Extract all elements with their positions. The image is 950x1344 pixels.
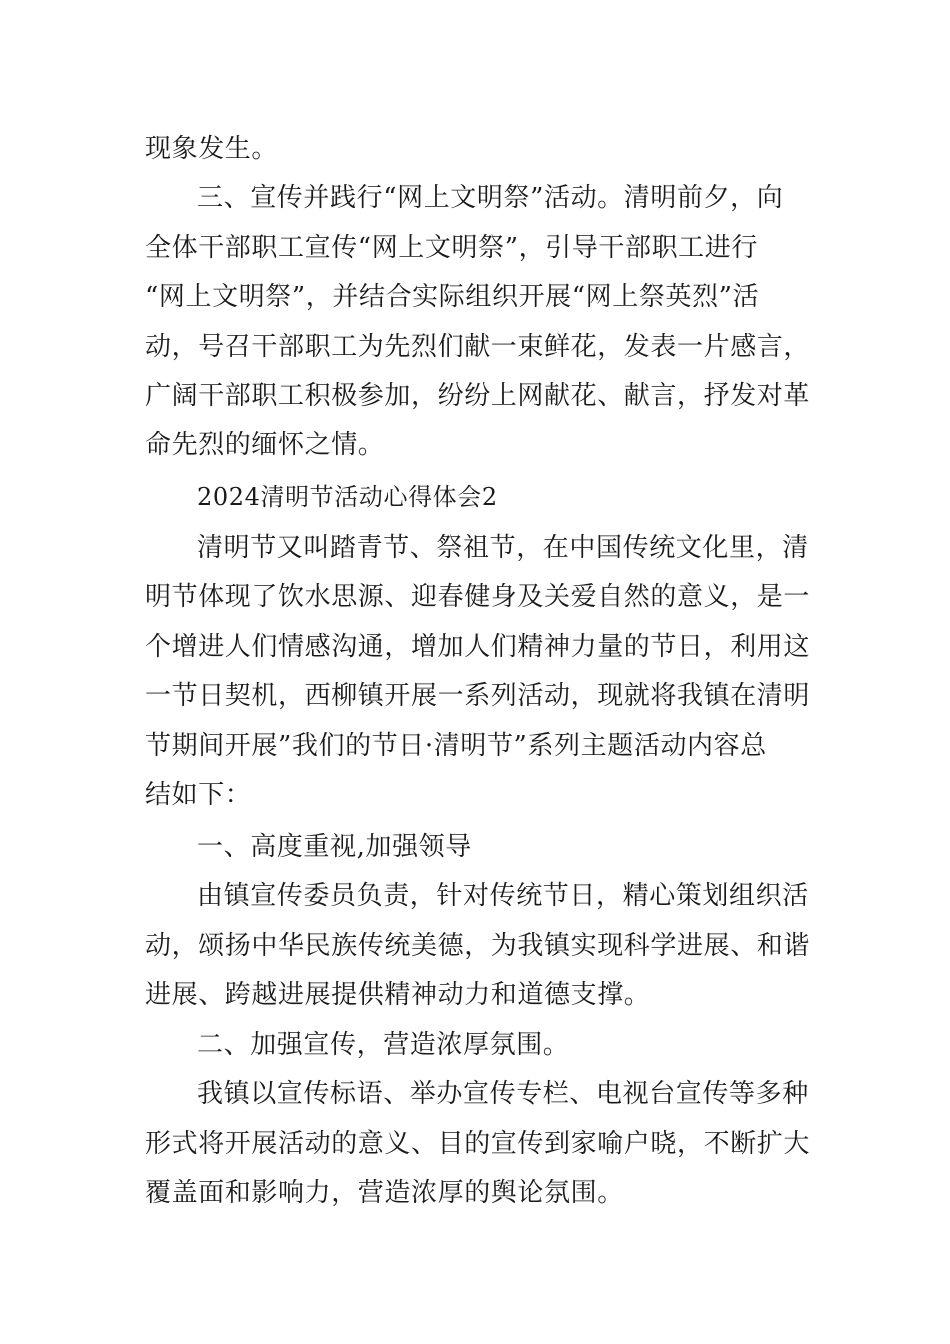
subsection-heading: 一、高度重视,加强领导 [197, 832, 472, 862]
text-line: 明节体现了饮水思源、迎春健身及关爱自然的意义，是一 [145, 582, 811, 612]
text-line: 结如下： [145, 780, 252, 810]
text-line: 由镇宣传委员负责，针对传统节日，精心策划组织活 [197, 881, 809, 911]
text-line: 节期间开展”我们的节日·清明节”系列主题活动内容总 [145, 731, 767, 761]
text-line: 命先烈的缅怀之情。 [145, 430, 385, 460]
text-line: 清明节又叫踏青节、祭祖节，在中国传统文化里，清 [197, 533, 809, 563]
text-line: 个增进人们情感沟通，增加人们精神力量的节日，利用这 [145, 632, 811, 662]
text-line: 动，颂扬中华民族传统美德，为我镇实现科学进展、和谐 [145, 931, 811, 961]
text-line: “网上文明祭”，并结合实际组织开展“网上祭英烈”活 [145, 282, 760, 312]
text-line: 覆盖面和影响力，营造浓厚的舆论氛围。 [145, 1178, 624, 1208]
text-line: 广阔干部职工积极参加，纷纷上网献花、献言，抒发对革 [145, 381, 811, 411]
subsection-heading: 二、加强宣传，营造浓厚氛围。 [197, 1030, 570, 1060]
section-heading: 2024清明节活动心得体会2 [197, 483, 498, 511]
text-line: 我镇以宣传标语、举办宣传专栏、电视台宣传等多种 [197, 1079, 809, 1109]
text-line: 一节日契机，西柳镇开展一系列活动，现就将我镇在清明 [145, 681, 811, 711]
text-line: 形式将开展活动的意义、目的宣传到家喻户晓，不断扩大 [145, 1129, 811, 1159]
text-line: 进展、跨越进展提供精神动力和道德支撑。 [145, 980, 651, 1010]
text-line: 现象发生。 [145, 134, 279, 164]
text-line: 全体干部职工宣传“网上文明祭”，引导干部职工进行 [145, 233, 758, 263]
text-line: 三、宣传并践行“网上文明祭”活动。清明前夕，向 [197, 183, 784, 213]
text-line: 动，号召干部职工为先烈们献一束鲜花，发表一片感言， [145, 332, 811, 362]
